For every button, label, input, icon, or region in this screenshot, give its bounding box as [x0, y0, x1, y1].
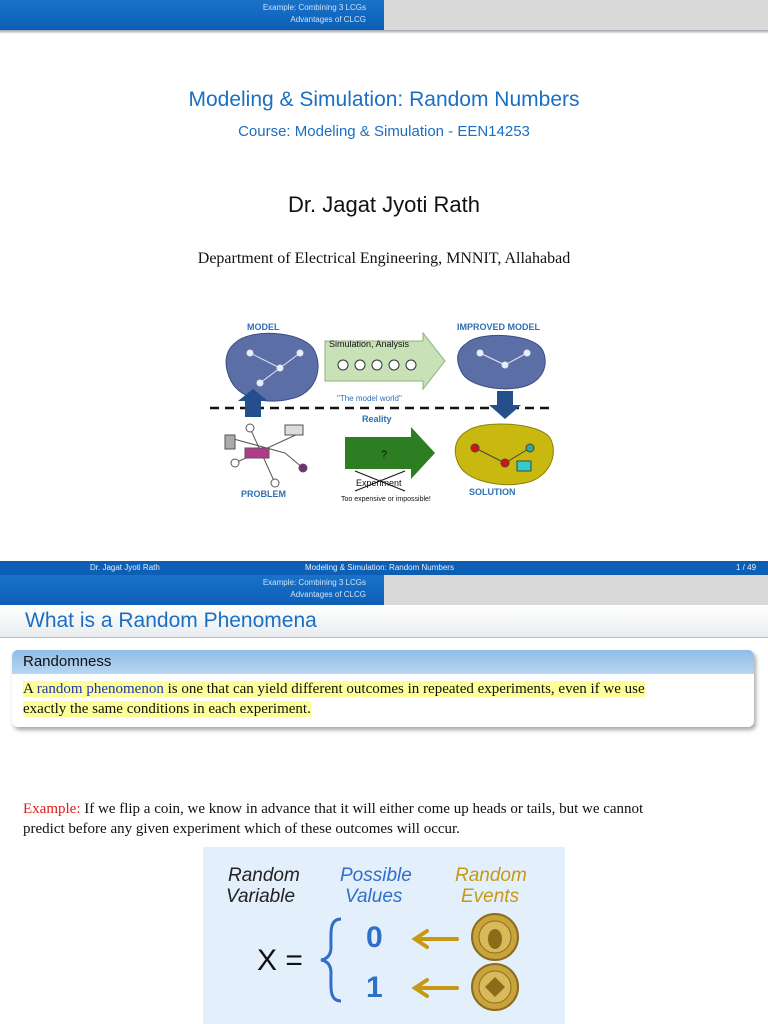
randomness-block — [12, 650, 754, 727]
department: Department of Electrical Engineering, MNNIT, Allahabad — [197, 250, 571, 267]
nav-link-advantages-clcg[interactable]: Advantages of CLCG — [290, 15, 366, 24]
model-blob — [226, 333, 318, 401]
random-events-label-2: Events — [461, 886, 520, 907]
block-prefix: A — [23, 681, 37, 697]
possible-values-label-2: Values — [345, 886, 403, 907]
example-line-1: If we flip a coin, we know in advance that it will either come up heads or tails, but we cannot — [80, 801, 644, 817]
question-mark: ? — [381, 449, 388, 461]
nav-links-2 — [0, 577, 366, 601]
footer-page-number: 1 / 49 — [736, 563, 757, 572]
reality-label: Reality — [362, 414, 392, 424]
block-body — [12, 674, 754, 727]
random-variable-label-2: Variable — [226, 886, 296, 907]
random-variable-figure — [203, 847, 565, 1024]
improved-model-blob — [458, 335, 546, 388]
value-one: 1 — [366, 971, 383, 1004]
modeling-process-figure — [205, 313, 563, 505]
value-zero: 0 — [366, 921, 383, 954]
course-subtitle: Course: Modeling & Simulation - EEN14253 — [238, 123, 530, 140]
coin-tails-icon — [472, 964, 518, 1010]
example-paragraph — [23, 799, 753, 839]
author-name: Dr. Jagat Jyoti Rath — [288, 192, 480, 217]
frame-title: What is a Random Phenomena — [25, 609, 317, 632]
frame-title-bar — [0, 605, 768, 638]
random-variable-label-1: Random — [228, 865, 300, 886]
nav-links — [0, 2, 366, 26]
block-title: Randomness — [12, 650, 754, 674]
top-nav-bar-2 — [0, 575, 768, 605]
example-line-2: predict before any given experiment which of these outcomes will occur. — [23, 821, 460, 837]
block-line-1 — [23, 681, 645, 697]
nav-link-combining-lcgs[interactable]: Example: Combining 3 LCGs — [262, 3, 366, 12]
model-world-label: "The model world" — [337, 394, 402, 403]
slide-footer — [0, 561, 768, 575]
presentation-title: Modeling & Simulation: Random Numbers — [188, 88, 580, 111]
possible-values-label-1: Possible — [340, 865, 412, 886]
block-line-2: exactly the same conditions in each experiment. — [23, 701, 311, 717]
random-phenomenon-term: random phenomenon — [36, 681, 164, 697]
nav-link-advantages-clcg-2[interactable]: Advantages of CLCG — [290, 590, 366, 599]
nav-link-combining-lcgs-2[interactable]: Example: Combining 3 LCGs — [262, 578, 366, 587]
top-nav-bar — [0, 0, 768, 30]
nav-bar-gray-section — [384, 0, 768, 30]
random-events-label-1: Random — [455, 865, 527, 886]
example-label: Example: — [23, 801, 81, 817]
solution-label: SOLUTION — [469, 487, 516, 497]
nav-shadow — [0, 30, 768, 34]
model-label: MODEL — [247, 322, 280, 332]
footer-title: Modeling & Simulation: Random Numbers — [305, 563, 454, 572]
simulation-label: Simulation, Analysis — [329, 339, 410, 349]
coin-heads-icon — [472, 914, 518, 960]
experiment-label: Experiment — [356, 478, 402, 488]
improved-model-label: IMPROVED MODEL — [457, 322, 541, 332]
block-line-1-rest: is one that can yield different outcomes in repeated experiments, even if we use — [163, 681, 645, 697]
footer-author: Dr. Jagat Jyoti Rath — [90, 563, 160, 572]
nav-bar-gray-section-2 — [384, 575, 768, 605]
x-equals: X = — [257, 944, 303, 977]
problem-label: PROBLEM — [241, 489, 286, 499]
too-expensive-label: Too expensive or impossible! — [341, 496, 431, 503]
solution-blob — [455, 424, 553, 485]
